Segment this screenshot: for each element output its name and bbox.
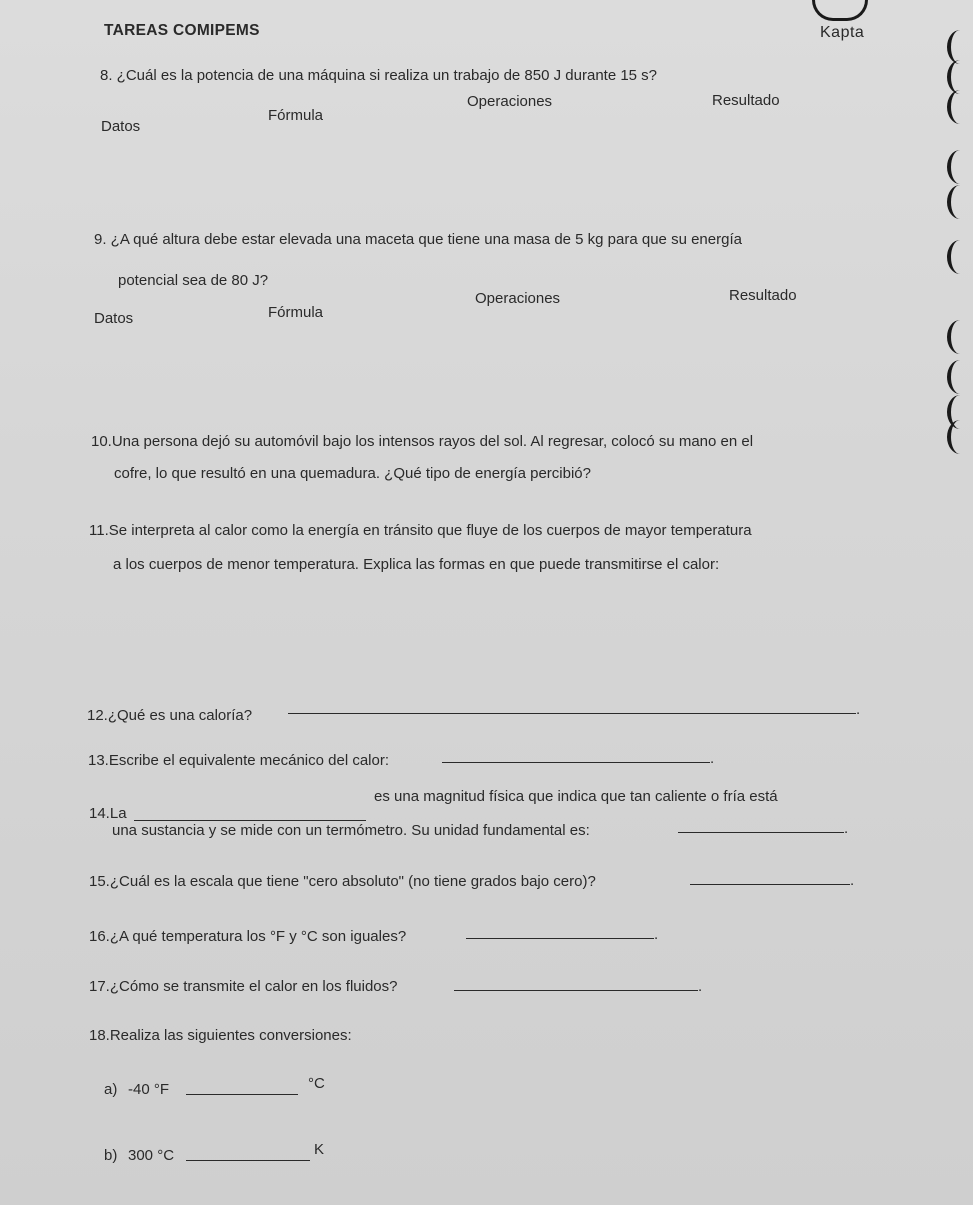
question-13: 13.Escribe el equivalente mecánico del calor:: [88, 752, 390, 769]
spiral-ring: [947, 90, 973, 124]
q13-answer-line[interactable]: [442, 748, 714, 767]
q9-resultado-label: Resultado: [729, 287, 797, 304]
question-9-line-2: potencial sea de 80 J?: [118, 272, 269, 289]
q14-blank-1[interactable]: [134, 806, 366, 821]
q16-period: .: [654, 926, 659, 943]
q12-blank[interactable]: [288, 699, 856, 714]
q16-answer-line[interactable]: [466, 924, 658, 943]
conversion-a-value: -40 °F: [128, 1081, 170, 1098]
conversion-a-unit: °C: [308, 1075, 325, 1092]
conversion-a-answer-line[interactable]: [186, 1080, 298, 1099]
conversion-b-value: 300 °C: [128, 1147, 175, 1164]
question-17: 17.¿Cómo se transmite el calor en los fluidos?: [89, 978, 398, 995]
spiral-ring: [947, 185, 973, 219]
q14-period: .: [844, 820, 849, 837]
question-11-line-1: 11.Se interpreta al calor como la energía en tránsito que fluye de los cuerpos de mayor temperatura: [89, 522, 752, 539]
question-14-rest: es una magnitud física que indica que tan caliente o fría está: [374, 788, 778, 805]
question-14-line-2: una sustancia y se mide con un termómetro. Su unidad fundamental es:: [112, 822, 590, 839]
q15-answer-line[interactable]: [690, 870, 854, 889]
worksheet-title: TAREAS COMIPEMS: [104, 22, 260, 39]
spiral-ring: [947, 30, 973, 64]
question-12: 12.¿Qué es una caloría?: [87, 707, 253, 724]
brand-logo: Kapta: [820, 24, 865, 41]
q17-period: .: [698, 978, 703, 995]
q9-formula-label: Fórmula: [268, 304, 324, 321]
question-16: 16.¿A qué temperatura los °F y °C son iguales?: [89, 928, 407, 945]
q15-period: .: [850, 872, 855, 889]
question-9-line-1: 9. ¿A qué altura debe estar elevada una maceta que tiene una masa de 5 kg para que su energía: [94, 231, 742, 248]
spiral-swirl-decoration: [812, 0, 868, 21]
q15-blank[interactable]: [690, 870, 850, 885]
question-11-line-2: a los cuerpos de menor temperatura. Explica las formas en que puede transmitirse el calor:: [113, 556, 720, 573]
q17-blank[interactable]: [454, 976, 698, 991]
spiral-binding: [930, 0, 973, 1205]
q9-operaciones-label: Operaciones: [475, 290, 561, 307]
q12-period: .: [856, 701, 861, 718]
question-14-start: 14.La: [89, 805, 127, 822]
q14-blank-2[interactable]: [678, 818, 844, 833]
spiral-ring: [947, 240, 973, 274]
conversion-a-label: a): [104, 1081, 118, 1098]
spiral-ring: [947, 420, 973, 454]
q16-blank[interactable]: [466, 924, 654, 939]
q17-answer-line[interactable]: [454, 976, 702, 995]
q8-resultado-label: Resultado: [712, 92, 780, 109]
q13-period: .: [710, 750, 715, 767]
conversion-b-label: b): [104, 1147, 118, 1164]
question-15: 15.¿Cuál es la escala que tiene "cero absoluto" (no tiene grados bajo cero)?: [89, 873, 596, 890]
q8-operaciones-label: Operaciones: [467, 93, 553, 110]
spiral-ring: [947, 320, 973, 354]
question-18: 18.Realiza las siguientes conversiones:: [89, 1027, 352, 1044]
q13-blank[interactable]: [442, 748, 710, 763]
conversion-b-unit: K: [314, 1141, 325, 1158]
conversion-b-answer-line[interactable]: [186, 1146, 310, 1165]
spiral-ring: [947, 150, 973, 184]
q8-datos-label: Datos: [101, 118, 141, 135]
question-10-line-1: 10.Una persona dejó su automóvil bajo los intensos rayos del sol. Al regresar, colocó su mano en el: [91, 433, 754, 450]
q14-answer-line-2[interactable]: [678, 818, 848, 837]
spiral-ring: [947, 360, 973, 394]
conversion-b-blank[interactable]: [186, 1146, 310, 1161]
question-8: 8. ¿Cuál es la potencia de una máquina si realiza un trabajo de 850 J durante 15 s?: [100, 67, 658, 84]
conversion-a-blank[interactable]: [186, 1080, 298, 1095]
question-10-line-2: cofre, lo que resultó en una quemadura. ¿Qué tipo de energía percibió?: [114, 465, 591, 482]
spiral-ring: [947, 60, 973, 94]
q8-formula-label: Fórmula: [268, 107, 324, 124]
q12-answer-line[interactable]: [288, 699, 860, 718]
q9-datos-label: Datos: [94, 310, 134, 327]
